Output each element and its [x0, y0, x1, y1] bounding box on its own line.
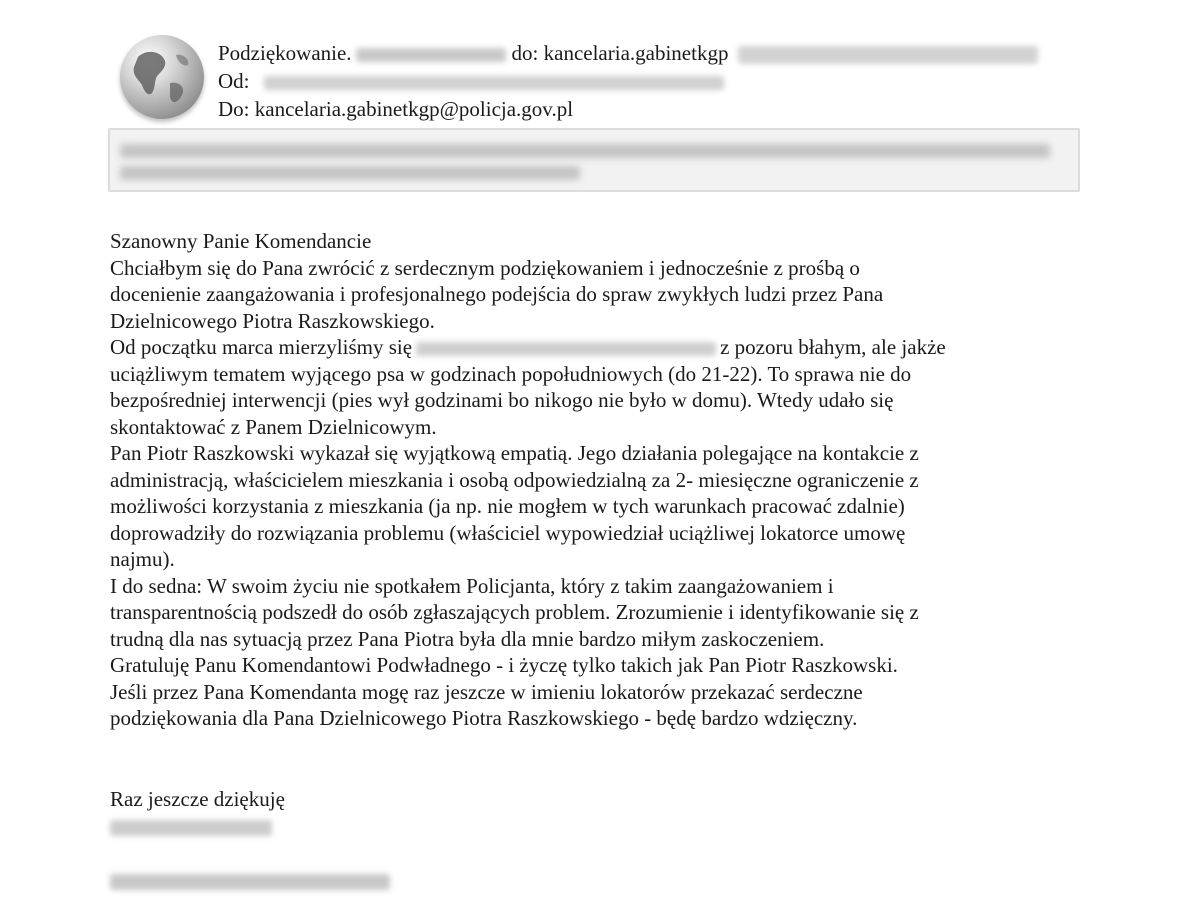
recipient-address: Do: kancelaria.gabinetkgp@policja.gov.pl: [218, 97, 574, 121]
closing-text: Raz jeszcze dziękuję: [110, 787, 285, 811]
recipient-row: [218, 95, 1038, 123]
from-label: Od:: [218, 69, 250, 93]
body-line: skontaktować z Panem Dzielnicowym.: [110, 414, 437, 439]
redacted-notice-line: [120, 144, 1050, 158]
redacted-signature: [110, 820, 272, 836]
body-line: administracją, właścicielem mieszkania i osobą odpowiedzialną za 2- miesięczne ograniczenie z: [110, 467, 919, 492]
greeting: Szanowny Panie Komendancie: [110, 229, 372, 253]
body-line-redacted: [110, 334, 1090, 361]
body-line: bezpośredniej interwencji (pies wył godzinami bo nikogo nie było w domu). Wtedy udało się: [110, 388, 894, 412]
body-line: Pan Piotr Raszkowski wykazał się wyjątkową empatią. Jego działania polegające na kontakcie z: [110, 441, 919, 465]
body-line-start: Od początku marca mierzyliśmy się: [110, 335, 413, 359]
body-line: Jeśli przez Pana Komendanta mogę raz jeszcze w imieniu lokatorów przekazać serdeczne: [110, 679, 863, 704]
body-line: uciążliwym tematem wyjącego psa w godzinach popołudniowych (do 21-22). To sprawa nie do: [110, 361, 912, 386]
subject-label: Podziękowanie.: [218, 41, 352, 65]
body-line: możliwości korzystania z mieszkania (ja np. nie mogłem w tych warunkach pracować zdalnie): [110, 494, 905, 518]
to-label: do: kancelaria.gabinetkgp: [511, 41, 729, 65]
redacted-date: [738, 46, 1038, 64]
body-line-end: z pozoru błahym, ale jakże: [720, 335, 946, 359]
email-body: [110, 228, 1090, 732]
body-line: trudną dla nas sytuacją przez Pana Piotra była dla mnie bardzo miłym zaskoczeniem.: [110, 626, 825, 651]
redacted-address: [416, 342, 716, 356]
body-line: doprowadziły do rozwiązania problemu (właściciel wypowiedział uciążliwej lokatorce umowę: [110, 520, 906, 545]
body-line: Dzielnicowego Piotra Raszkowskiego.: [110, 308, 435, 333]
body-line: najmu).: [110, 547, 175, 571]
email-header: [218, 39, 1038, 123]
body-line: Chciałbym się do Pana zwrócić z serdecznym podziękowaniem i jednocześnie z prośbą o: [110, 255, 860, 280]
redacted-contact: [110, 874, 390, 890]
subject-row: [218, 39, 1038, 67]
body-line: Gratuluję Panu Komendantowi Podwładnego - i życzę tylko takich jak Pan Piotr Raszkowski.: [110, 653, 898, 677]
body-line: transparentnością podszedł do osób zgłaszających problem. Zrozumienie i identyfikowanie się z: [110, 600, 919, 624]
redacted-from-address: [264, 76, 724, 90]
body-line: docenienie zaangażowania i profesjonalnego podejścia do spraw zwykłych ludzi przez Pana: [110, 282, 884, 306]
redacted-sender-name: [356, 48, 506, 62]
redacted-notice-line: [120, 166, 580, 180]
from-row: [218, 67, 1038, 95]
body-line: podziękowania dla Pana Dzielnicowego Piotra Raszkowskiego - będę bardzo wdzięczny.: [110, 706, 858, 730]
globe-icon: [120, 35, 204, 119]
body-line: I do sedna: W swoim życiu nie spotkałem Policjanta, który z takim zaangażowaniem i: [110, 573, 834, 598]
redacted-notice-box: [108, 128, 1080, 192]
